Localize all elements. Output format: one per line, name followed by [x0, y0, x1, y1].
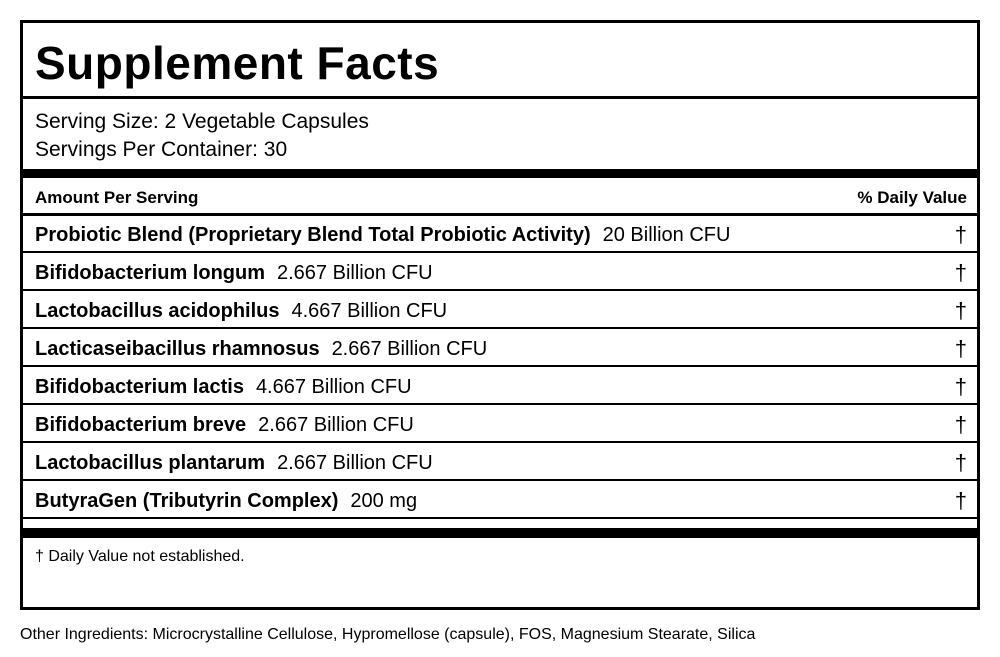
table-row — [23, 406, 977, 444]
row-divider — [23, 403, 977, 405]
amount-per-serving-header: Amount Per Serving — [35, 188, 199, 207]
ingredient-amount: 2.667 Billion CFU — [277, 262, 433, 284]
daily-value-dagger: † — [954, 336, 967, 361]
footnote: † Daily Value not established. — [35, 548, 245, 565]
ingredient-name: Probiotic Blend (Proprietary Blend Total Probiotic Activity) — [35, 224, 591, 246]
daily-value-header: % Daily Value — [857, 188, 967, 207]
ingredient-name: Lactobacillus acidophilus — [35, 300, 280, 322]
servings-per-container: Servings Per Container: 30 — [35, 138, 288, 161]
ingredient-name: Lacticaseibacillus rhamnosus — [35, 338, 320, 360]
daily-value-dagger: † — [954, 450, 967, 475]
table-row — [23, 444, 977, 482]
daily-value-dagger: † — [954, 488, 967, 513]
panel-title: Supplement Facts — [35, 37, 440, 89]
row-divider — [23, 517, 977, 519]
ingredient-amount: 2.667 Billion CFU — [258, 414, 414, 436]
ingredient-amount: 2.667 Billion CFU — [331, 338, 488, 360]
daily-value-dagger: † — [954, 412, 967, 437]
ingredient-amount: 4.667 Billion CFU — [291, 300, 448, 322]
divider-thick-bottom — [23, 528, 977, 538]
divider-title — [23, 96, 977, 99]
daily-value-dagger: † — [954, 374, 967, 399]
table-row — [23, 330, 977, 368]
divider-thick-top — [23, 169, 977, 178]
row-divider — [23, 251, 977, 253]
daily-value-dagger: † — [954, 222, 967, 247]
supplement-facts-panel — [20, 20, 980, 610]
table-row — [23, 216, 977, 254]
serving-size: Serving Size: 2 Vegetable Capsules — [35, 110, 369, 133]
ingredient-name: Bifidobacterium breve — [35, 414, 247, 436]
row-divider — [23, 365, 977, 367]
ingredient-name: Bifidobacterium lactis — [35, 376, 244, 398]
ingredient-name: Lactobacillus plantarum — [35, 452, 266, 474]
table-row — [23, 482, 977, 520]
row-divider — [23, 479, 977, 481]
other-ingredients: Other Ingredients: Microcrystalline Cellulose, Hypromellose (capsule), FOS, Magnesium Stearate, Silica — [20, 626, 756, 643]
ingredient-name: ButyraGen (Tributyrin Complex) — [35, 490, 339, 512]
daily-value-dagger: † — [954, 298, 967, 323]
row-divider — [23, 289, 977, 291]
ingredient-amount: 2.667 Billion CFU — [277, 452, 433, 474]
table-row — [23, 254, 977, 292]
ingredient-amount: 20 Billion CFU — [602, 224, 731, 246]
row-divider — [23, 441, 977, 443]
table-row — [23, 292, 977, 330]
ingredient-amount: 200 mg — [350, 490, 418, 512]
ingredient-amount: 4.667 Billion CFU — [255, 376, 412, 398]
row-divider — [23, 327, 977, 329]
daily-value-dagger: † — [954, 260, 967, 285]
table-row — [23, 368, 977, 406]
ingredient-name: Bifidobacterium longum — [35, 262, 265, 284]
